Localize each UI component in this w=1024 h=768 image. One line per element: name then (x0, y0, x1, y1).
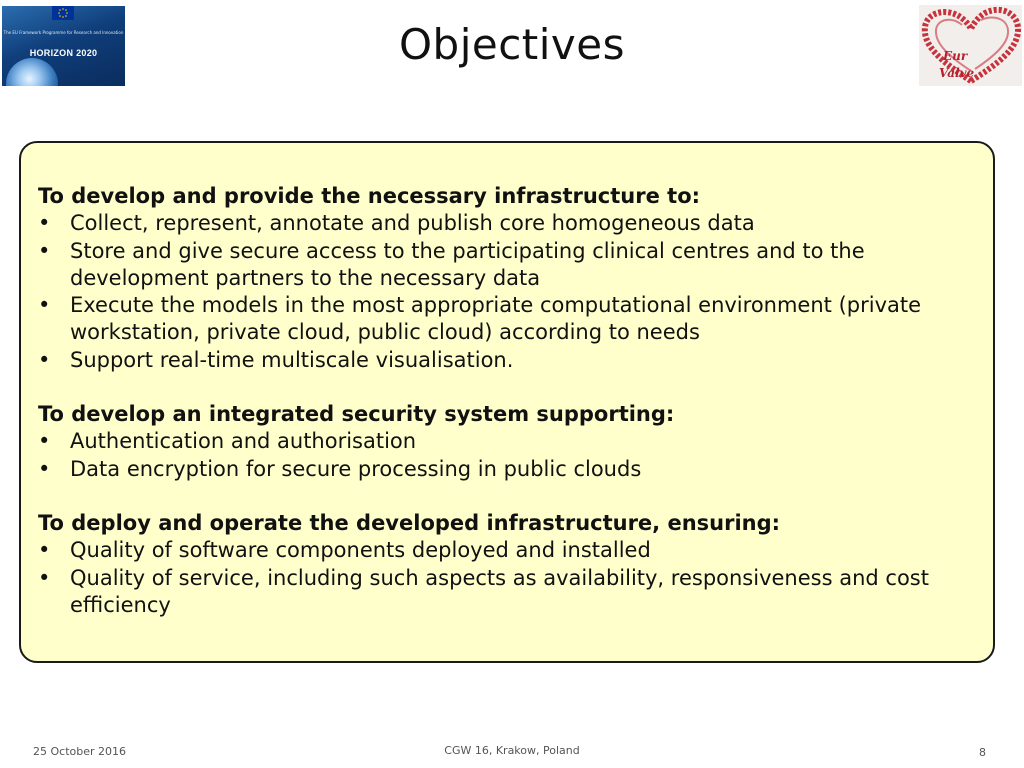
horizon-2020-subtitle: The EU Framework Programme for Research and Innovation (3, 30, 124, 35)
list-item (38, 210, 968, 237)
list-item (38, 537, 968, 564)
bullet-text: Store and give secure access to the participating clinical centres and to the development partners to the necessary data (70, 238, 865, 290)
eurvalve-logo (919, 5, 1022, 86)
bullet-text: Quality of software components deployed and installed (70, 538, 651, 563)
list-item (38, 238, 968, 293)
objectives-box (19, 141, 995, 663)
objectives-content (38, 183, 968, 619)
bullet-text: Collect, represent, annotate and publish core homogeneous data (70, 211, 755, 236)
bullet-icon: • (38, 211, 51, 236)
bullet-icon: • (38, 429, 51, 454)
bullet-text: Execute the models in the most appropriate computational environment (private workstation, private cloud, public cloud) according to needs (70, 293, 922, 345)
bullet-icon: • (38, 293, 51, 318)
list-item (38, 292, 968, 347)
list-item (38, 428, 968, 455)
page-number: 8 (979, 746, 986, 759)
bullet-icon: • (38, 538, 51, 563)
bullet-icon: • (38, 238, 51, 263)
section-spacer (38, 374, 968, 401)
footer-event: CGW 16, Krakow, Poland (444, 744, 580, 757)
bullet-icon: • (38, 565, 51, 590)
list-item (38, 565, 968, 620)
list-item (38, 347, 968, 374)
bullet-list (38, 537, 968, 619)
bullet-list (38, 210, 968, 374)
list-item (38, 456, 968, 483)
bullet-text: Data encryption for secure processing in public clouds (70, 456, 642, 481)
slide-title: Objectives (398, 20, 626, 69)
horizon-2020-text: HORIZON 2020 (29, 48, 98, 58)
bullet-list (38, 428, 968, 483)
section-heading: To develop an integrated security system supporting: (38, 402, 675, 427)
eurvalve-text-line2: Valve (939, 66, 975, 80)
bullet-text: Support real-time multiscale visualisation. (70, 347, 514, 372)
eurvalve-text-line1: Eur (943, 49, 968, 63)
section-heading: To develop and provide the necessary infrastructure to: (38, 184, 701, 208)
bullet-icon: • (38, 456, 51, 481)
bullet-text: Authentication and authorisation (70, 429, 417, 454)
section-heading: To deploy and operate the developed infrastructure, ensuring: (38, 510, 781, 535)
bullet-icon: • (38, 347, 51, 372)
footer-date: 25 October 2016 (33, 745, 127, 758)
bullet-text: Quality of service, including such aspects as availability, responsiveness and cost efficiency (70, 565, 929, 617)
eu-flag-icon (52, 6, 74, 20)
section-spacer (38, 483, 968, 510)
